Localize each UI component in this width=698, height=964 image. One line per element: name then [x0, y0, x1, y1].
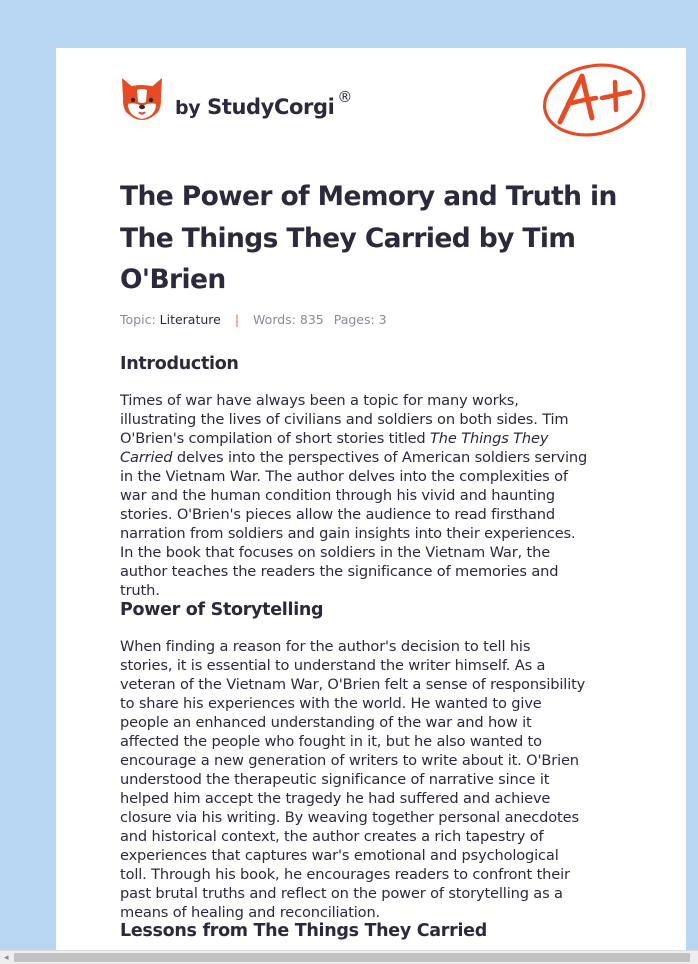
paragraph-line: In the book that focuses on soldiers in the Vietnam War, the [120, 544, 551, 561]
page-count: Pages: 3 [333, 312, 387, 327]
brand-by: by [175, 97, 201, 119]
paragraph-line: author teaches the readers the significance of memories and [120, 563, 559, 580]
paragraph-introduction [120, 391, 632, 600]
document-page [56, 48, 686, 964]
paragraph-line: experiences that captures war's emotional and psychological [120, 847, 559, 864]
paragraph-line: toll. Through his book, he encourages readers to confront their [120, 866, 570, 883]
scroll-left-arrow-icon[interactable]: ◂ [4, 953, 9, 963]
book-title-italic: Carried [120, 449, 173, 466]
text-run: O'Brien's compilation of short stories titled [120, 430, 431, 447]
paragraph-line: encourage a new generation of writers to write about it. O'Brien [120, 752, 579, 769]
topic-link[interactable]: Literature [159, 312, 221, 327]
paragraph-line: to share his experiences with the world. He wanted to give [120, 695, 542, 712]
registered-mark: ® [337, 88, 352, 106]
brand-name: StudyCorgi [207, 95, 335, 119]
brand-logo-text[interactable] [175, 88, 352, 119]
section-heading-introduction: Introduction [120, 354, 239, 374]
paragraph-line: affected the people who fought in it, but he also wanted to [120, 733, 542, 750]
paragraph-line: people an enhanced understanding of the war and how it [120, 714, 532, 731]
meta-separator: | [234, 312, 240, 327]
paragraph-line: illustrating the lives of civilians and soldiers on both sides. Tim [120, 411, 569, 428]
paragraph-line: stories, it is essential to understand the writer himself. As a [120, 657, 546, 674]
paragraph-line: truth. [120, 582, 160, 599]
paragraph-line: helped him accept the tragedy he had suffered and achieve [120, 790, 551, 807]
paragraph-line: Times of war have always been a topic for many works, [120, 392, 519, 409]
corgi-icon [120, 76, 164, 122]
paragraph-line: veteran of the Vietnam War, O'Brien felt a sense of responsibility [120, 676, 586, 693]
paragraph-line: past brutal truths and reflect on the power of storytelling as a [120, 885, 563, 902]
book-title-italic: The Things They [430, 430, 549, 447]
section-heading-lessons: Lessons from The Things They Carried [120, 921, 487, 941]
scrollbar-thumb[interactable] [14, 953, 690, 962]
paragraph-storytelling [120, 637, 632, 922]
paragraph-line [120, 448, 632, 467]
paragraph-line: and historical context, the author creates a rich tapestry of [120, 828, 544, 845]
word-count: Words: 835 [253, 312, 324, 327]
paragraph-line: war and the human condition through his vivid and haunting [120, 487, 556, 504]
topic-label: Topic: [120, 312, 156, 327]
paragraph-line: stories. O'Brien's pieces allow the audience to read firsthand [120, 506, 555, 523]
paragraph-line: narration from soldiers and gain insights into their experiences. [120, 525, 576, 542]
section-heading-power-of-storytelling: Power of Storytelling [120, 600, 324, 620]
paragraph-line: When finding a reason for the author's decision to tell his [120, 638, 531, 655]
paragraph-line: in the Vietnam War. The author delves into the complexities of [120, 468, 568, 485]
horizontal-scrollbar[interactable] [0, 950, 698, 964]
grade-a-plus-mark [538, 60, 648, 140]
paragraph-line: means of healing and reconciliation. [120, 904, 381, 921]
text-run: delves into the perspectives of American soldiers serving [172, 449, 588, 466]
article-title: The Power of Memory and Truth in The Things They Carried by Tim O'Brien [120, 181, 617, 295]
article-meta [120, 312, 387, 327]
paragraph-line: closure via his writing. By weaving together personal anecdotes [120, 809, 579, 826]
paragraph-line: understood the therapeutic significance of narrative since it [120, 771, 550, 788]
paragraph-line [120, 429, 632, 448]
